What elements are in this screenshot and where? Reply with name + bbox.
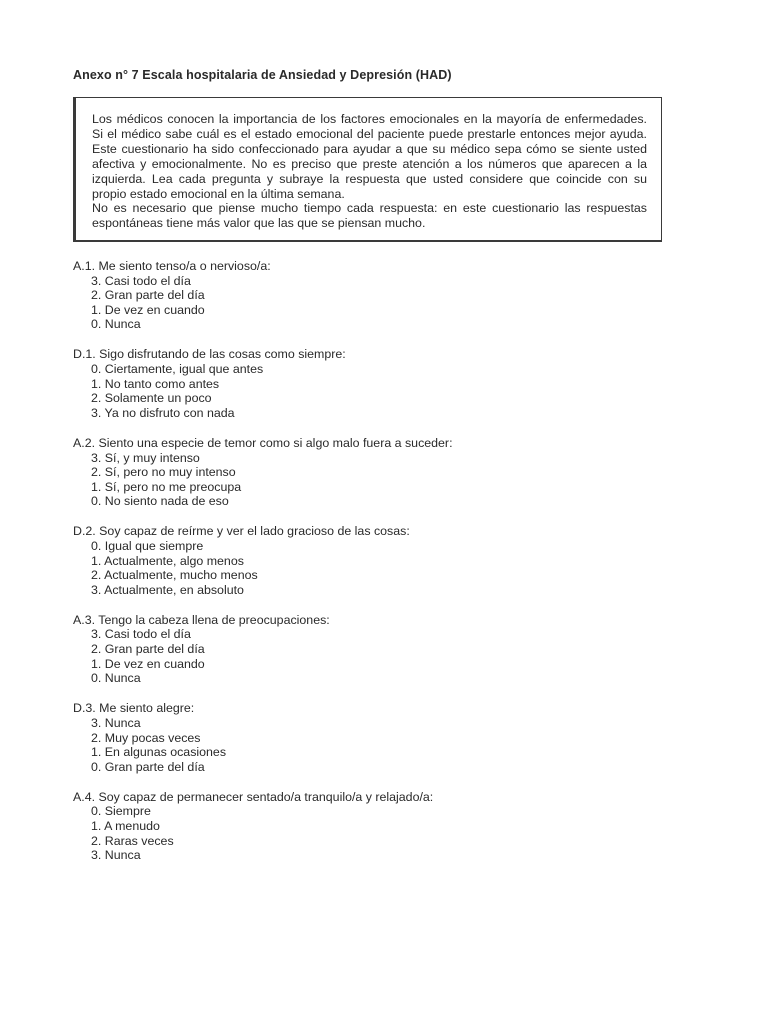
question-d3 bbox=[73, 701, 673, 774]
answer-option[interactable]: 1. En algunas ocasiones bbox=[91, 745, 227, 760]
answer-option[interactable]: 0. Nunca bbox=[91, 671, 141, 686]
answer-option[interactable]: 0. Siempre bbox=[91, 804, 151, 819]
answer-option[interactable]: 0. Ciertamente, igual que antes bbox=[91, 362, 264, 377]
answer-option[interactable]: 3. Casi todo el día bbox=[91, 627, 191, 642]
question-text: A.2. Siento una especie de temor como si algo malo fuera a suceder: bbox=[73, 435, 453, 450]
question-a4 bbox=[73, 790, 673, 863]
question-a2 bbox=[73, 436, 673, 509]
answer-option[interactable]: 1. A menudo bbox=[91, 819, 160, 833]
instructions-line: propio estado emocional en la última semana. bbox=[92, 186, 345, 201]
answer-option[interactable]: 3. Sí, y muy intenso bbox=[91, 450, 200, 465]
answer-option[interactable]: 2. Gran parte del día bbox=[91, 288, 205, 303]
answer-option[interactable]: 2. Muy pocas veces bbox=[91, 730, 201, 745]
answer-option[interactable]: 0. Igual que siempre bbox=[91, 539, 204, 553]
question-d1 bbox=[73, 347, 673, 420]
answer-option[interactable]: 2. Gran parte del día bbox=[91, 642, 205, 657]
question-text: D.1. Sigo disfrutando de las cosas como siempre: bbox=[73, 347, 346, 362]
questionnaire bbox=[73, 259, 673, 878]
answer-option[interactable]: 3. Actualmente, en absoluto bbox=[91, 582, 244, 597]
instructions-line: Si el médico sabe cuál es el estado emocional del paciente puede prestarle entonces mejor ayuda. bbox=[92, 126, 647, 141]
answer-options bbox=[73, 539, 673, 597]
answer-option[interactable]: 1. Sí, pero no me preocupa bbox=[91, 479, 242, 494]
answer-option[interactable]: 3. Nunca bbox=[91, 715, 141, 730]
answer-option[interactable]: 1. Actualmente, algo menos bbox=[91, 553, 244, 568]
question-text: A.4. Soy capaz de permanecer sentado/a tranquilo/a y relajado/a: bbox=[73, 789, 434, 804]
instructions-line: Los médicos conocen la importancia de los factores emocionales en la mayoría de enfermedades. bbox=[92, 112, 647, 126]
question-a3 bbox=[73, 613, 673, 686]
question-text: A.1. Me siento tenso/a o nervioso/a: bbox=[73, 259, 271, 273]
question-text: D.3. Me siento alegre: bbox=[73, 701, 195, 716]
instructions-line: Este cuestionario ha sido confeccionado para ayudar a que su médico sepa cómo se siente usted bbox=[92, 141, 647, 156]
answer-option[interactable]: 1. De vez en cuando bbox=[91, 302, 205, 317]
answer-option[interactable]: 3. Casi todo el día bbox=[91, 273, 191, 288]
answer-option[interactable]: 0. Nunca bbox=[91, 317, 141, 332]
answer-option[interactable]: 2. Solamente un poco bbox=[91, 391, 212, 406]
answer-options bbox=[73, 804, 673, 862]
instructions-box bbox=[73, 97, 662, 242]
answer-options bbox=[73, 274, 673, 332]
answer-options bbox=[73, 627, 673, 685]
answer-option[interactable]: 0. Gran parte del día bbox=[91, 759, 205, 774]
instructions-line: izquierda. Lea cada pregunta y subraye la respuesta que usted considere que coincide con su bbox=[92, 171, 647, 186]
answer-options bbox=[73, 716, 673, 774]
answer-options bbox=[73, 451, 673, 509]
answer-option[interactable]: 1. De vez en cuando bbox=[91, 656, 205, 671]
answer-option[interactable]: 3. Nunca bbox=[91, 848, 141, 863]
instructions-line: espontáneas tiene más valor que las que se piensan mucho. bbox=[92, 216, 426, 231]
document-title: Anexo n° 7 Escala hospitalaria de Ansiedad y Depresión (HAD) bbox=[73, 68, 452, 82]
answer-option[interactable]: 2. Raras veces bbox=[91, 833, 174, 848]
answer-option[interactable]: 2. Actualmente, mucho menos bbox=[91, 568, 258, 583]
instructions-line: afectiva y emocionalmente. No es preciso que preste atención a los números que aparecen a la bbox=[92, 156, 647, 171]
answer-option[interactable]: 1. No tanto como antes bbox=[91, 376, 220, 391]
answer-option[interactable]: 3. Ya no disfruto con nada bbox=[91, 405, 235, 420]
question-text: A.3. Tengo la cabeza llena de preocupaciones: bbox=[73, 612, 330, 627]
question-a1 bbox=[73, 259, 673, 332]
question-d2 bbox=[73, 524, 673, 597]
answer-options bbox=[73, 362, 673, 420]
question-text: D.2. Soy capaz de reírme y ver el lado gracioso de las cosas: bbox=[73, 524, 410, 539]
instructions-line: No es necesario que piense mucho tiempo cada respuesta: en este cuestionario las respuestas bbox=[92, 201, 647, 216]
answer-option[interactable]: 0. No siento nada de eso bbox=[91, 494, 229, 509]
answer-option[interactable]: 2. Sí, pero no muy intenso bbox=[91, 465, 236, 480]
